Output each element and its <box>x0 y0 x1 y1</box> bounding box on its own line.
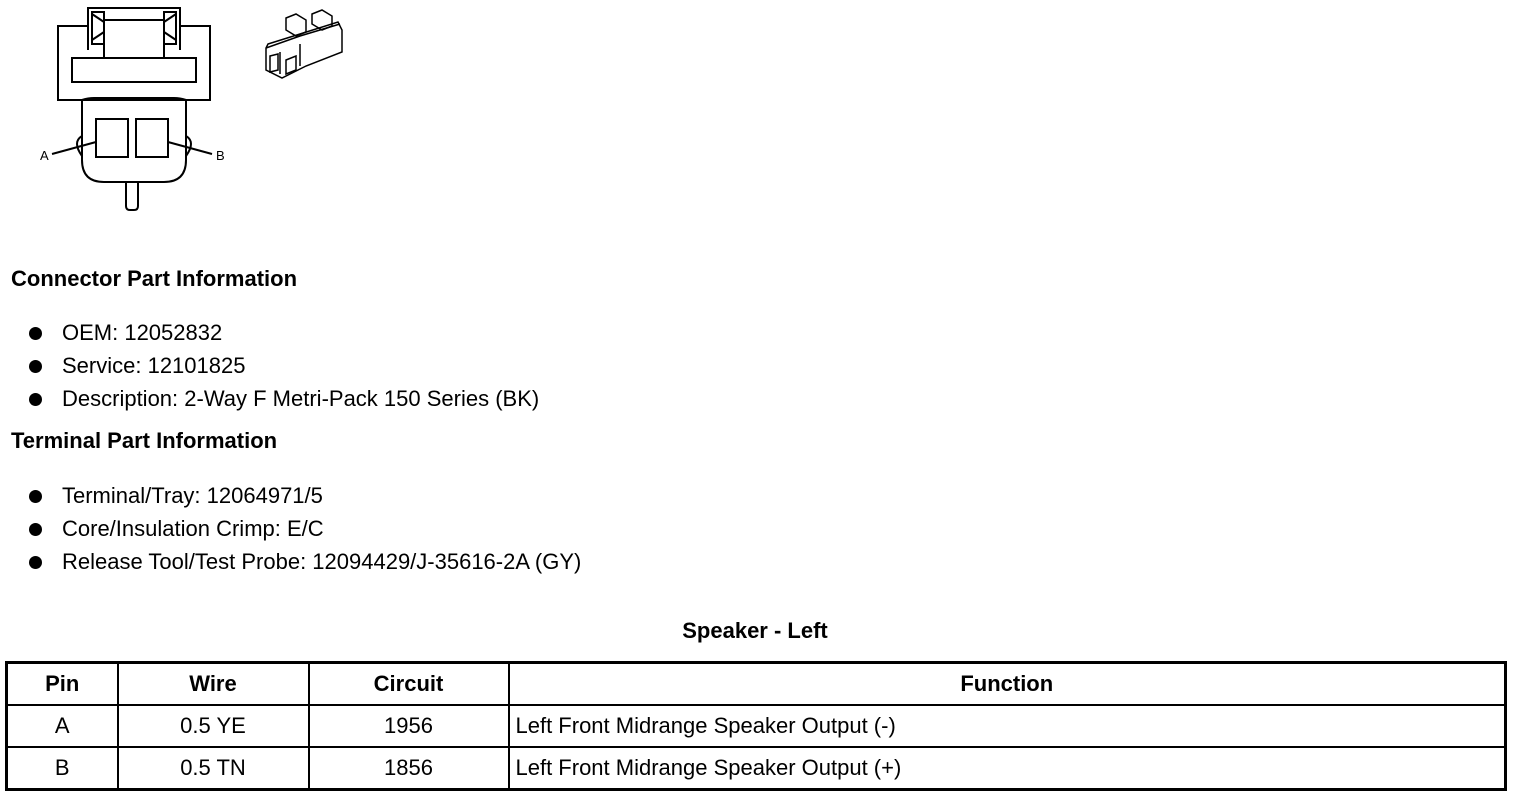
terminal-info-list <box>26 479 581 578</box>
cavity-a <box>96 119 128 157</box>
cell-pin: A <box>7 705 118 747</box>
table-header-row <box>7 663 1506 706</box>
bullet-icon <box>29 393 42 406</box>
connector-body <box>82 98 186 182</box>
table-row <box>7 747 1506 790</box>
bullet-icon <box>29 556 42 569</box>
connector-lock-housing <box>58 8 210 100</box>
list-item: Terminal/Tray: 12064971/5 <box>26 479 581 512</box>
bullet-icon <box>29 490 42 503</box>
bullet-icon <box>29 327 42 340</box>
pinout-table <box>5 661 1507 791</box>
cell-function: Left Front Midrange Speaker Output (+) <box>509 747 1506 790</box>
cavity-b <box>136 119 168 157</box>
column-header-pin: Pin <box>7 663 118 706</box>
connector-info-list <box>26 316 539 415</box>
table-row <box>7 705 1506 747</box>
cell-circuit: 1956 <box>309 705 509 747</box>
bullet-icon <box>29 360 42 373</box>
list-item: OEM: 12052832 <box>26 316 539 349</box>
cell-wire: 0.5 YE <box>118 705 309 747</box>
connector-diagram <box>0 0 360 220</box>
list-item: Core/Insulation Crimp: E/C <box>26 512 581 545</box>
column-header-circuit: Circuit <box>309 663 509 706</box>
column-header-wire: Wire <box>118 663 309 706</box>
table-title: Speaker - Left <box>682 618 828 643</box>
cell-function: Left Front Midrange Speaker Output (-) <box>509 705 1506 747</box>
cell-wire: 0.5 TN <box>118 747 309 790</box>
connector-info-heading: Connector Part Information <box>11 266 298 291</box>
connector-key <box>126 182 138 210</box>
pin-label-a: A <box>40 148 49 163</box>
connector-isometric-icon <box>266 10 342 78</box>
terminal-info-heading: Terminal Part Information <box>11 428 278 453</box>
list-item: Service: 12101825 <box>26 349 539 382</box>
pin-label-b: B <box>216 148 225 163</box>
list-item: Description: 2-Way F Metri-Pack 150 Series (BK) <box>26 382 539 415</box>
column-header-function: Function <box>509 663 1506 706</box>
bullet-icon <box>29 523 42 536</box>
cell-pin: B <box>7 747 118 790</box>
cell-circuit: 1856 <box>309 747 509 790</box>
list-item: Release Tool/Test Probe: 12094429/J-35616-2A (GY) <box>26 545 581 578</box>
